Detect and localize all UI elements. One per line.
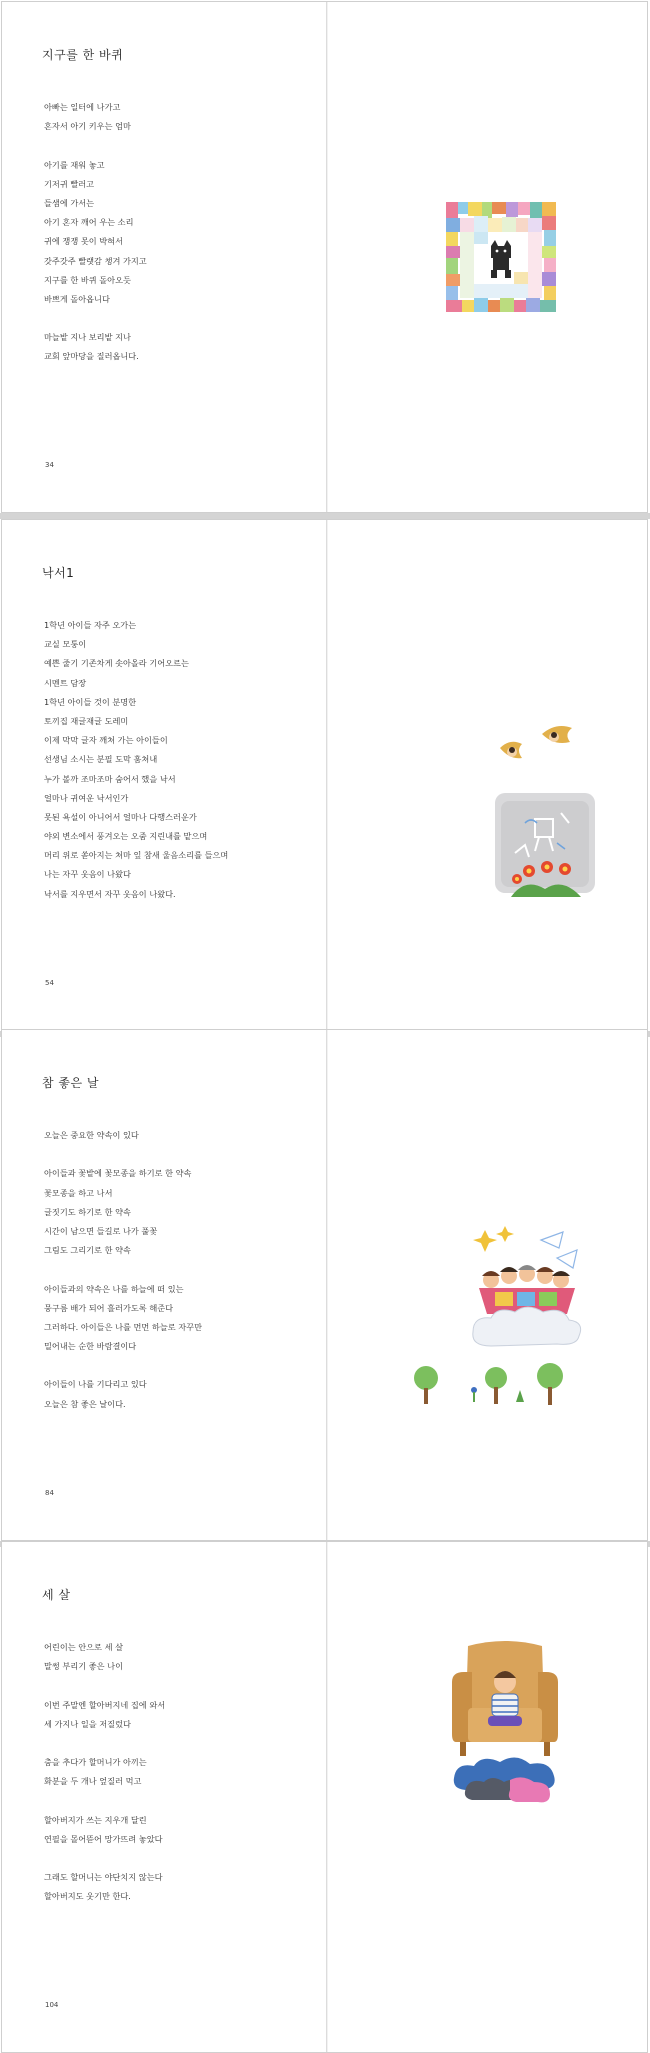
poem-line: 꽃모종을 하고 나서 (44, 1187, 113, 1198)
poem-line: 시멘트 담장 (44, 677, 87, 688)
poem-line: 교회 앞마당을 질러옵니다. (44, 351, 139, 362)
poem-line: 아빠는 일터에 나가고 (44, 102, 121, 112)
page-number: 104 (45, 2001, 59, 2009)
spread-page-104 (1, 1541, 648, 2053)
poem-body (44, 98, 147, 367)
poem-line: 밀어내는 순한 바람결이다 (44, 1341, 137, 1352)
poem-line (44, 1792, 165, 1811)
poem-line: 연필을 몰어뜯어 망가뜨려 놓았다 (44, 1833, 163, 1844)
kite-birds (541, 1232, 577, 1268)
poem-line: 화분을 두 개나 엎질러 먹고 (44, 1776, 142, 1787)
poem-line (44, 1145, 202, 1164)
poem-line: 선생님 소시는 분필 도막 훔쳐내 (44, 754, 158, 765)
poem-line: 아이들이 나를 기다리고 있다 (44, 1379, 147, 1390)
poem-line: 예쁜 줄기 기존차게 솟아올라 기어오르는 (44, 658, 189, 669)
poem-line (44, 1676, 165, 1695)
poem-line: 시간이 남으면 들길로 나가 풀꽃 (44, 1225, 158, 1236)
poem-line: 기저귀 빨러고 (44, 178, 95, 189)
poem-line: 나는 자꾸 웃음이 나왔다 (44, 869, 131, 880)
poem-line: 할아버지도 웃기만 한다. (44, 1891, 131, 1902)
tree-2 (485, 1367, 507, 1404)
poem-line: 할아버지가 쓰는 지우개 달린 (44, 1814, 147, 1825)
poem-line: 교실 모퉁이 (44, 639, 87, 650)
poem-line: 누가 볼까 조마조마 숨어서 했을 낙서 (44, 773, 176, 784)
poem-title: 지구를 한 바퀴 (42, 48, 124, 62)
poem-line: 오늘은 참 좋은 날이다. (44, 1398, 126, 1409)
poem-line: 오늘은 중요한 약속이 있다 (44, 1130, 139, 1140)
poem-line: 혼자서 아기 키우는 엄마 (44, 121, 131, 132)
children-row (482, 1265, 570, 1288)
poem-title: 참 좋은 날 (42, 1076, 99, 1090)
poem-body (44, 616, 228, 904)
poem-line (44, 1849, 165, 1868)
poem-line: 갓주갓주 빨랫감 챙겨 가지고 (44, 255, 147, 266)
poem-line: 머리 위로 쏟아지는 쳐마 잎 참새 울음소리를 들으며 (44, 850, 229, 861)
spread-page-54 (1, 519, 648, 1031)
poem-line (44, 136, 147, 155)
spread-page-34 (1, 1, 648, 513)
children-on-cloud-illustration (467, 1222, 587, 1362)
poem-line: 그림도 그리기로 한 약속 (44, 1245, 131, 1256)
birds-illustration (492, 720, 582, 780)
page-number: 34 (45, 461, 54, 469)
poem-line (44, 1356, 202, 1375)
poem-line: 들샘에 가서는 (44, 197, 95, 208)
poem-title: 낙서1 (42, 566, 75, 580)
poem-line: 아이들과 꽃밭에 꽃모종을 하기로 한 약속 (44, 1168, 192, 1179)
poem-line: 어린이는 안으로 세 살 (44, 1642, 123, 1652)
poem-line (44, 309, 147, 328)
graffiti-wall-illustration (495, 793, 595, 901)
poem-line: 춤을 추다가 할머니가 아끼는 (44, 1757, 147, 1768)
poem-line (44, 1260, 202, 1279)
bird-left (500, 742, 522, 759)
poem-line: 세 가지나 일을 저질렀다 (44, 1718, 131, 1729)
poem-line: 야외 변소에서 풍겨오는 오줌 지린내를 맡으며 (44, 831, 208, 842)
poem-body (44, 1638, 165, 1907)
poem-line: 못된 욕설이 아니어서 얼마나 다행스러운가 (44, 811, 197, 822)
poem-line: 지구를 한 바퀴 돌아오듯 (44, 274, 131, 285)
bird-right (542, 726, 572, 743)
poem-line: 이제 막막 글자 깨쳐 가는 아이들이 (44, 735, 168, 746)
poem-line: 낙서를 지우면서 자꾸 웃음이 나왔다. (44, 888, 176, 899)
poem-line: 귀에 쟁쟁 못이 박혀서 (44, 236, 123, 247)
tree-1 (414, 1366, 438, 1404)
quilt-square-illustration (446, 202, 556, 312)
sparkles (473, 1226, 514, 1252)
poem-line: 말썽 부리기 좋은 나이 (44, 1661, 123, 1672)
poem-line: 얼마나 귀여운 낙서인가 (44, 792, 129, 803)
poem-line: 아이들과의 약속은 나를 하늘에 떠 있는 (44, 1283, 184, 1294)
poem-line (44, 1734, 165, 1753)
spread-page-84 (1, 1029, 648, 1541)
poem-line: 바쁘게 돌아옵니다 (44, 293, 110, 304)
poem-line: 아기 혼자 깨어 우는 소리 (44, 217, 134, 228)
poem-line: 아기를 재워 놓고 (44, 159, 105, 170)
poem-line: 그러하다. 아이들은 나를 먼먼 하늘로 자꾸만 (44, 1321, 202, 1332)
tree-3 (537, 1363, 563, 1405)
poem-line: 1학년 아이들 자주 오가는 (44, 620, 137, 630)
poem-line: 토끼집 재글재글 도레미 (44, 715, 129, 726)
poem-line: 이번 주말엔 할아버지네 집에 와서 (44, 1699, 166, 1710)
poem-line: 글짓기도 하기로 한 약속 (44, 1206, 131, 1217)
poem-line: 뭉구름 배가 되어 흘러가도록 해준다 (44, 1302, 174, 1313)
poem-line: 마늘밭 지나 보리밭 지나 (44, 332, 131, 343)
poem-title: 세 살 (42, 1588, 71, 1602)
clouds (454, 1757, 555, 1802)
child-in-armchair-illustration (450, 1638, 560, 1808)
page-number: 54 (45, 979, 54, 987)
poem-line: 그래도 할머니는 야단치지 않는다 (44, 1872, 163, 1883)
page-number: 84 (45, 1489, 54, 1497)
trees-illustration (412, 1360, 572, 1410)
poem-body (44, 1126, 202, 1414)
poem-line: 1학년 아이들 것이 분명한 (44, 696, 137, 707)
